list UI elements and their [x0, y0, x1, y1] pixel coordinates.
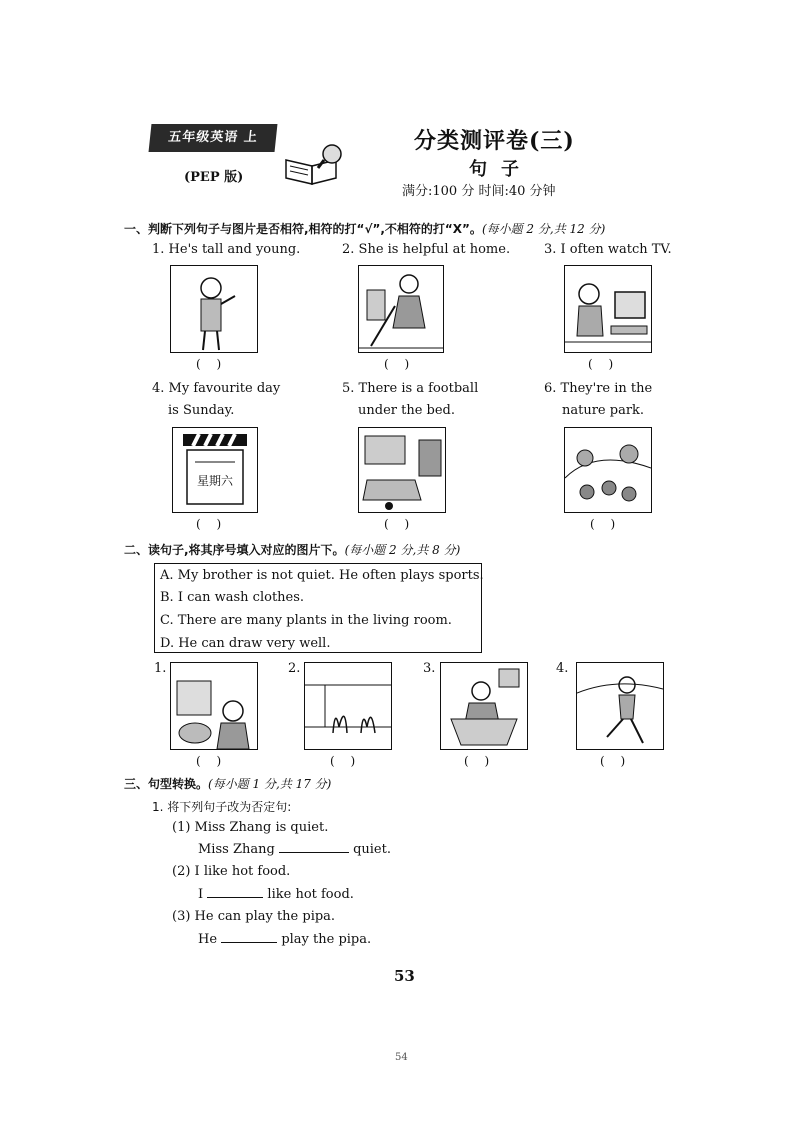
picture-calendar	[172, 427, 258, 513]
s2-pic-number-3: 3.	[423, 661, 436, 676]
score-time: 满分:100 分 时间:40 分钟	[402, 184, 556, 199]
picture-tall-man	[170, 265, 258, 353]
picture-boy-drawing	[170, 662, 258, 750]
s3-item-3-prompt: (3) He can play the pipa.	[172, 909, 336, 924]
picture-living-room-plants	[304, 662, 392, 750]
section1-note: (每小题 2 分,共 12 分)	[481, 222, 606, 236]
s1-item-3: 3. I often watch TV.	[544, 242, 672, 257]
s3-item-1-prompt: (1) Miss Zhang is quiet.	[172, 820, 329, 835]
s1-item-5-line1: 5. There is a football	[342, 381, 479, 396]
section2-heading	[124, 541, 460, 558]
s3-blank-3[interactable]	[221, 932, 277, 943]
answer-paren-1[interactable]: ( )	[196, 357, 228, 371]
s3-question-1: 1. 将下列句子改为否定句:	[152, 800, 292, 814]
scan-page-number: 54	[395, 1052, 408, 1063]
section3-note: (每小题 1 分,共 17 分)	[208, 777, 332, 791]
s1-item-4-line1: 4. My favourite day	[152, 381, 281, 396]
s3-item-1-post: quiet.	[353, 842, 391, 857]
page-number: 53	[394, 967, 415, 985]
answer-paren-3[interactable]: ( )	[588, 357, 620, 371]
section3-title: 三、句型转换。	[124, 777, 209, 791]
answer-paren-4[interactable]: ( )	[196, 517, 228, 531]
picture-girl-washing	[440, 662, 528, 750]
s2-pic-number-1: 1.	[154, 661, 167, 676]
s3-item-3-answer	[198, 932, 371, 947]
s3-item-1-pre: Miss Zhang	[198, 842, 275, 857]
section1-heading	[124, 220, 605, 237]
s3-item-1-answer	[198, 842, 391, 857]
s2-answer-paren-3[interactable]: ( )	[464, 754, 496, 768]
s3-item-2-post: like hot food.	[267, 887, 354, 902]
s3-blank-2[interactable]	[207, 887, 263, 898]
picture-boy-running	[576, 662, 664, 750]
answer-paren-5[interactable]: ( )	[384, 517, 416, 531]
option-d: D. He can draw very well.	[160, 636, 331, 651]
answer-paren-6[interactable]: ( )	[590, 517, 622, 531]
s1-item-1: 1. He's tall and young.	[152, 242, 301, 257]
s2-answer-paren-4[interactable]: ( )	[600, 754, 632, 768]
picture-nature-park	[564, 427, 652, 513]
s2-pic-number-2: 2.	[288, 661, 301, 676]
picture-girl-computer	[564, 265, 652, 353]
option-c: C. There are many plants in the living room.	[160, 613, 452, 628]
s2-answer-paren-2[interactable]: ( )	[330, 754, 362, 768]
section1-title: 一、判断下列句子与图片是否相符,相符的打“√”,不相符的打“X”。	[124, 222, 482, 236]
picture-bedroom	[358, 427, 446, 513]
s1-item-6-line2: nature park.	[562, 403, 645, 418]
s3-blank-1[interactable]	[279, 842, 349, 853]
s3-item-2-answer	[198, 887, 354, 902]
picture-girl-cleaning	[358, 265, 444, 353]
s1-item-2: 2. She is helpful at home.	[342, 242, 511, 257]
s3-item-3-post: play the pipa.	[281, 932, 372, 947]
option-a: A. My brother is not quiet. He often plays sports.	[160, 568, 484, 583]
s3-item-2-pre: I	[198, 887, 204, 902]
section2-title: 二、读句子,将其序号填入对应的图片下。	[124, 543, 345, 557]
s3-item-3-pre: He	[198, 932, 218, 947]
s2-pic-number-4: 4.	[556, 661, 569, 676]
s3-item-2-prompt: (2) I like hot food.	[172, 864, 291, 879]
section3-heading	[124, 775, 331, 792]
book-magnifier-icon	[282, 140, 350, 186]
page-title: 分类测评卷(三)	[414, 128, 575, 154]
s1-item-6-line1: 6. They're in the	[544, 381, 653, 396]
s1-item-4-line2: is Sunday.	[168, 403, 235, 418]
grade-badge: 五年级英语 上	[149, 124, 278, 152]
answer-paren-2[interactable]: ( )	[384, 357, 416, 371]
edition-label: (PEP 版)	[184, 170, 244, 185]
s1-item-5-line2: under the bed.	[358, 403, 455, 418]
s2-answer-paren-1[interactable]: ( )	[196, 754, 228, 768]
page-subtitle: 句子	[469, 159, 533, 180]
section2-note: (每小题 2 分,共 8 分)	[344, 543, 461, 557]
calendar-day-text: 星期六	[197, 474, 234, 488]
option-b: B. I can wash clothes.	[160, 590, 305, 605]
